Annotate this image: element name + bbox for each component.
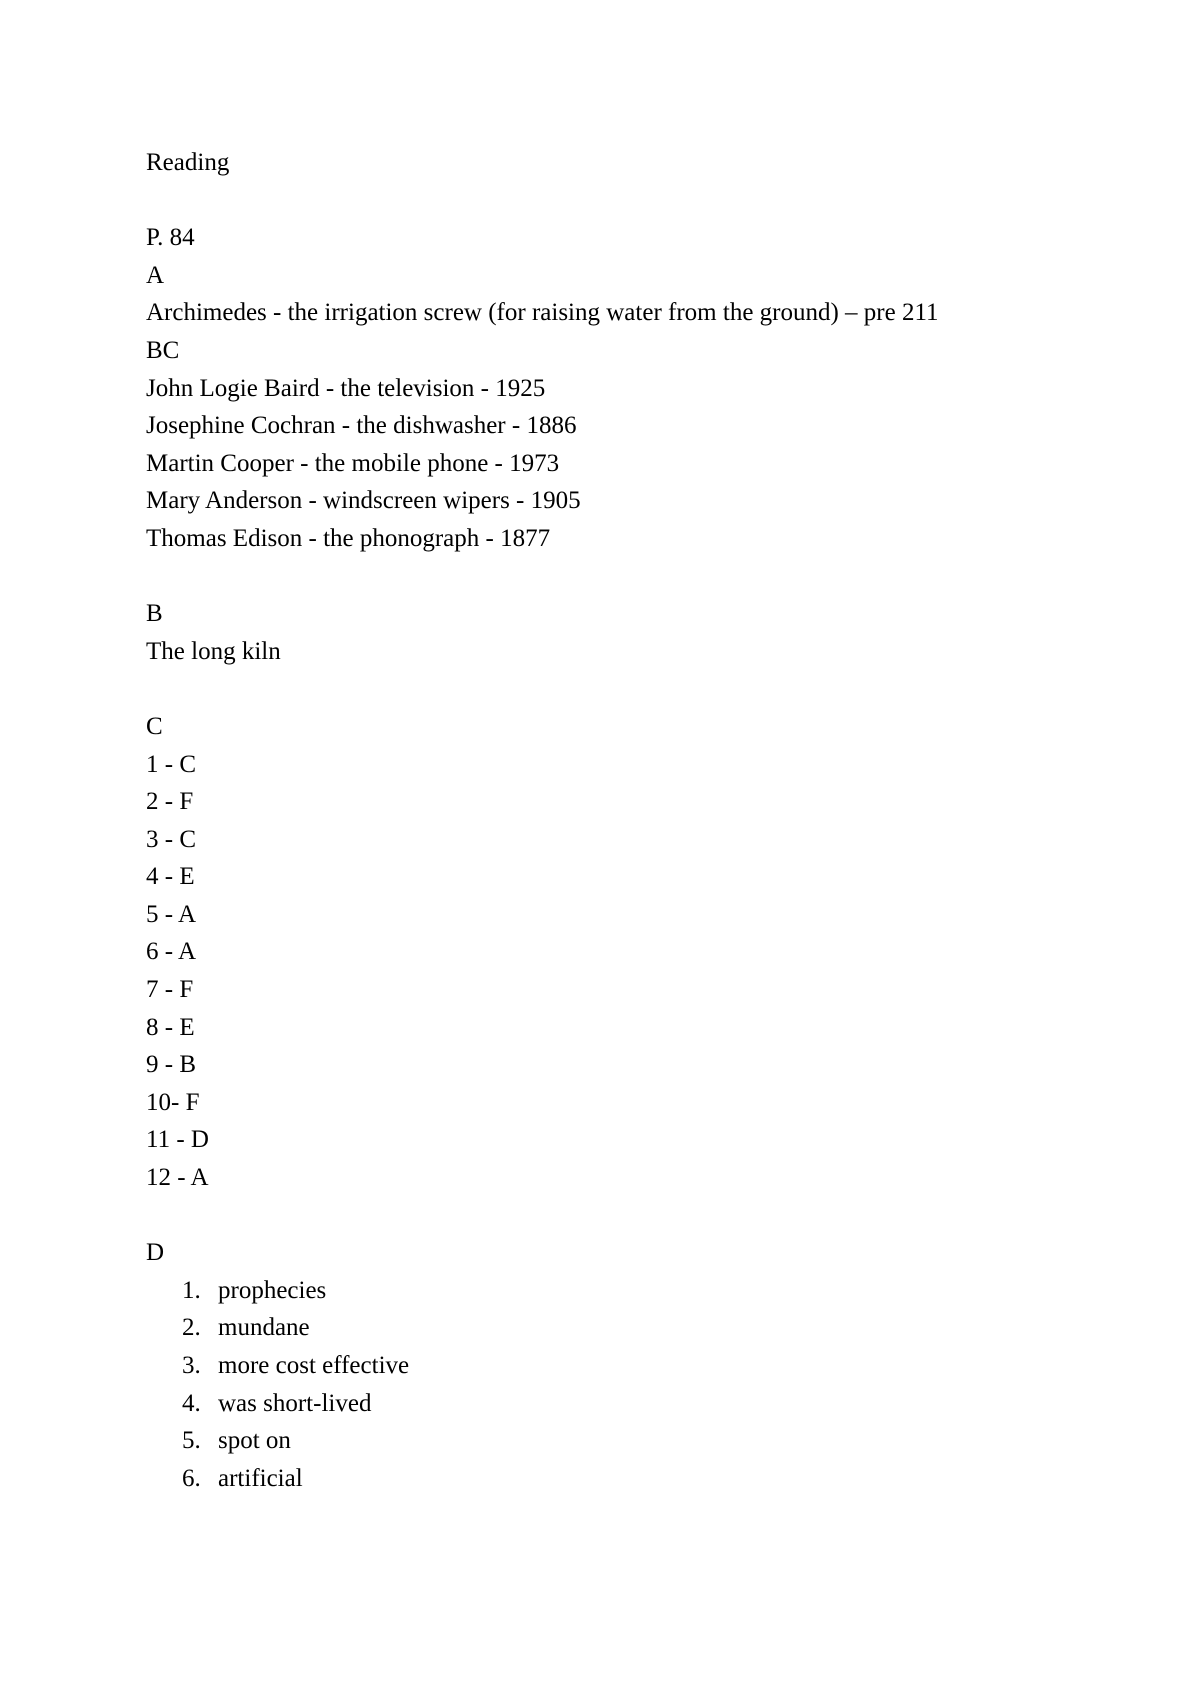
list-number: 6. <box>182 1464 201 1492</box>
section-c-answer: 8 - E <box>146 1013 195 1041</box>
section-c-answer: 3 - C <box>146 825 196 853</box>
list-number: 1. <box>182 1276 201 1304</box>
page-reference: P. 84 <box>146 224 195 252</box>
list-number: 5. <box>182 1427 201 1455</box>
section-a-line: BC <box>146 336 180 364</box>
blank-line <box>146 670 1126 708</box>
document-title: Reading <box>146 149 230 176</box>
section-c-answer: 5 - A <box>146 900 196 928</box>
document-body <box>146 144 1126 1497</box>
list-item-text: was short-lived <box>218 1389 372 1417</box>
section-d-item <box>146 1347 1126 1385</box>
section-d-item <box>146 1309 1126 1347</box>
section-d-item <box>146 1460 1126 1498</box>
section-c-heading: C <box>146 712 163 740</box>
section-d-item <box>146 1385 1126 1423</box>
section-b-answer: The long kiln <box>146 637 281 665</box>
section-c-answer: 11 - D <box>146 1126 209 1154</box>
section-b-heading: B <box>146 600 163 628</box>
section-c-answer: 7 - F <box>146 976 194 1004</box>
section-c-answer: 6 - A <box>146 938 196 966</box>
list-item-text: more cost effective <box>218 1352 410 1379</box>
list-item-text: prophecies <box>218 1276 327 1304</box>
list-item-text: spot on <box>218 1427 291 1455</box>
blank-line <box>146 558 1126 596</box>
section-c-answer: 4 - E <box>146 863 195 891</box>
list-number: 4. <box>182 1389 201 1417</box>
section-d-heading: D <box>146 1239 165 1267</box>
section-a-line: Archimedes - the irrigation screw (for raising water from the ground) – pre 211 <box>146 299 939 327</box>
section-d-item <box>146 1422 1126 1460</box>
section-a-line: Martin Cooper - the mobile phone - 1973 <box>146 449 560 477</box>
section-c-answer: 1 - C <box>146 750 196 778</box>
section-c-answer: 9 - B <box>146 1051 196 1079</box>
blank-line <box>146 1197 1126 1235</box>
list-item-text: mundane <box>218 1314 310 1342</box>
list-number: 2. <box>182 1314 201 1342</box>
section-a-line: John Logie Baird - the television - 1925 <box>146 374 546 402</box>
section-c-answer: 10- F <box>146 1088 200 1116</box>
section-c-answer: 2 - F <box>146 788 194 816</box>
list-item-text: artificial <box>218 1464 303 1492</box>
section-a-line: Josephine Cochran - the dishwasher - 1886 <box>146 412 577 440</box>
section-a-line: Mary Anderson - windscreen wipers - 1905 <box>146 487 581 515</box>
section-a-heading: A <box>146 261 165 289</box>
section-c-answer: 12 - A <box>146 1164 209 1192</box>
section-a-line: Thomas Edison - the phonograph - 1877 <box>146 524 551 552</box>
blank-line <box>146 182 1126 220</box>
section-d-item <box>146 1272 1126 1310</box>
list-number: 3. <box>182 1352 201 1379</box>
